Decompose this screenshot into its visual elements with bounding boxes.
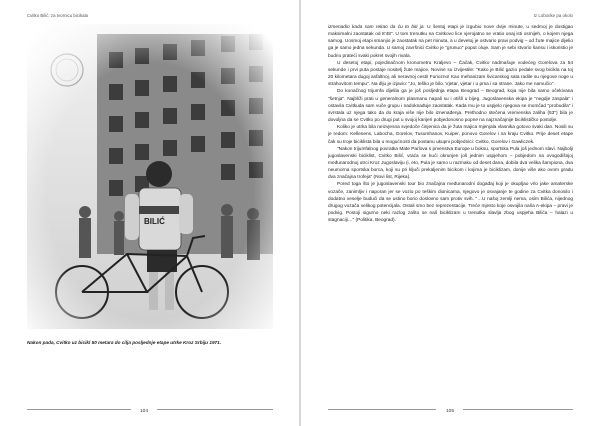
- paragraph-text: Pored toga što je jugoslavenski tour bio značajna međunarodni događaj koji je okupljao vrlo jake amaterske vozače, zanimljiv i naporan jer se vozio po teškim dionicama, njegovo je osvajanje te godine za Cvitka donosilo i dodatno veselje budući da se ustino borio doslovno sam protiv svih. "…U našoj zemlji nema, osim Bilića, nijednog drugog vozača velikog potencijala. Ostali smo bez reprezentacije. Treće mjesto koje osvojila naša A-ekipa – pravi je podvig. Postoji sigurno neki razlog zašto se naš biciklizam u trenutku slavlja zbog uspjeha Bilića – halazi u stagnaciji…" (Politika, Beograd).: [328, 182, 573, 224]
- folio-rule-right: [463, 409, 573, 410]
- running-head-right: Iz Loborike pa okolo: [533, 13, 573, 18]
- paragraph-text: U desetoj etapi, pojedinačnom kronometru Kraljevo – Čačak, Cvitko nadmašuje vodećeg Gorelova za 54 sekunde i prvi puta postaje nositelj žute majice. Novine su izvijestile: "Kako je Bilić gazio pedale svog bicikla na toj 20 kilometara dugoj asfaltnoj, ali neravnoj cesti! Furiozno! Kao mehanizam švicarskog sata radile su njegove noge u strahovitom tempu". Na dlju je izjavio: "Jo, teško je bilo. Vjetar, vjetar i u prsa i sa strane. Jako me namučio".: [328, 60, 573, 88]
- paragraph-text: Do konačnog trijumfa dijelila ga je još posljednja etapa Beograd – Beograd, koja nije bila samo očekivana "šetnja". Najbliži prati u generalnom plasmanu napali su i otišli u bijeg. Jugoslavenska ekipa je "negdje zaspala" i ostavila Cvitkuda sam vuče grupu i nadoknađuje zaostatak. Kada mu je to uspjelo njegova se momčad "probudila" i svrstala uz njega tako da do kraja više nije bilo iznenađenja. Prethodno stečena vremenska zaliha (53") bila je dovoljna da se Cvitko po drugi put u svojoj karijeri pobjedonosno popne na najznačajnije biciklističko postolje.: [328, 89, 573, 124]
- paragraph-text: U šestoj etapi je izgubio nove dvije minute, u sedmoj je dostigao maksimalni zaostatak od 8'48". U tom trenutku na Cvitkovo lice vjerojatno se vratio onaj isti osmijeh, o kojem njega samog. Uosmoj etapi smanjio je zaostatak na pet minuta, a u devetoj je ostvario pravi podvig – od žute majice dijelio ga je samo jedna sekunda. U samoj završnici Cvitko je "grunuo" poput oluje. Sam je sebi stvorio šansu i iskoristio je budno prateći svaki pokret svojih rivala.: [328, 25, 574, 59]
- paragraph-text: Koliko je utrka bila neizvjesna svjedoče činjenica da je žuta majica mjenjala vlasnika gotovo svaki dan. Nosili su je redom: Kellenens, Labocha, Gorelov, Tusumhanov, Kuiper, ponovo Gorelov i na kraju Cvitko. Prije deset etape čak su troje biciklista bila u mogućnosti da postanu ukupni pobjednici: Cvitko, Gorelov i Gawliczek.: [328, 125, 573, 145]
- running-head-left: Cvitko Bilić: za tvornicu bicikala: [27, 13, 89, 18]
- body-text: [328, 24, 573, 224]
- paragraph-lead: izmenadio kada sam rekao da ću to biti ja.: [328, 25, 425, 30]
- left-page: [0, 0, 299, 426]
- page-number-left: 104: [139, 409, 148, 414]
- cyclist-photo: [27, 24, 273, 329]
- paragraph: [328, 24, 573, 60]
- paragraph-text: "Nakon trijumfalnog povratka Mate Parlova s prvenstva Europe u boksu, sportska Pula još jednom slavi. Najbolji jugoslavenski biciklist, Cvitko Bilić, vraća se kući okrunjen još jednim uspjehom – pobjedom na ovogodišnjoj međunarodnoj utrci Kroz Jugoslaviju (i, eto, Pula je samo u razmaku od deset dana, dobila dva velika šampiona, dva neumorna sportska borca, koji su pri ključi prekaljenim bicikom i kojima je biciklizam, donije više ako ovom gradu dva značajna trofeja" (Novi list, Rijeka).: [328, 146, 573, 181]
- right-page: [301, 0, 600, 426]
- photo-caption: Nakon pada, Cvitko uz bicikl 50 metara do cilja posljednje etape utrke Kroz Srbiju 1971.: [27, 340, 222, 345]
- paragraph: [328, 124, 573, 145]
- folio-rule-right: [157, 409, 273, 410]
- paragraph: [328, 181, 573, 224]
- page-number-right: 105: [445, 409, 454, 414]
- folio-rule-left: [328, 409, 436, 410]
- paragraph: [328, 60, 573, 89]
- paragraph: [328, 88, 573, 124]
- paragraph: [328, 146, 573, 182]
- folio-rule-left: [27, 409, 131, 410]
- photo-illustration: [27, 24, 273, 329]
